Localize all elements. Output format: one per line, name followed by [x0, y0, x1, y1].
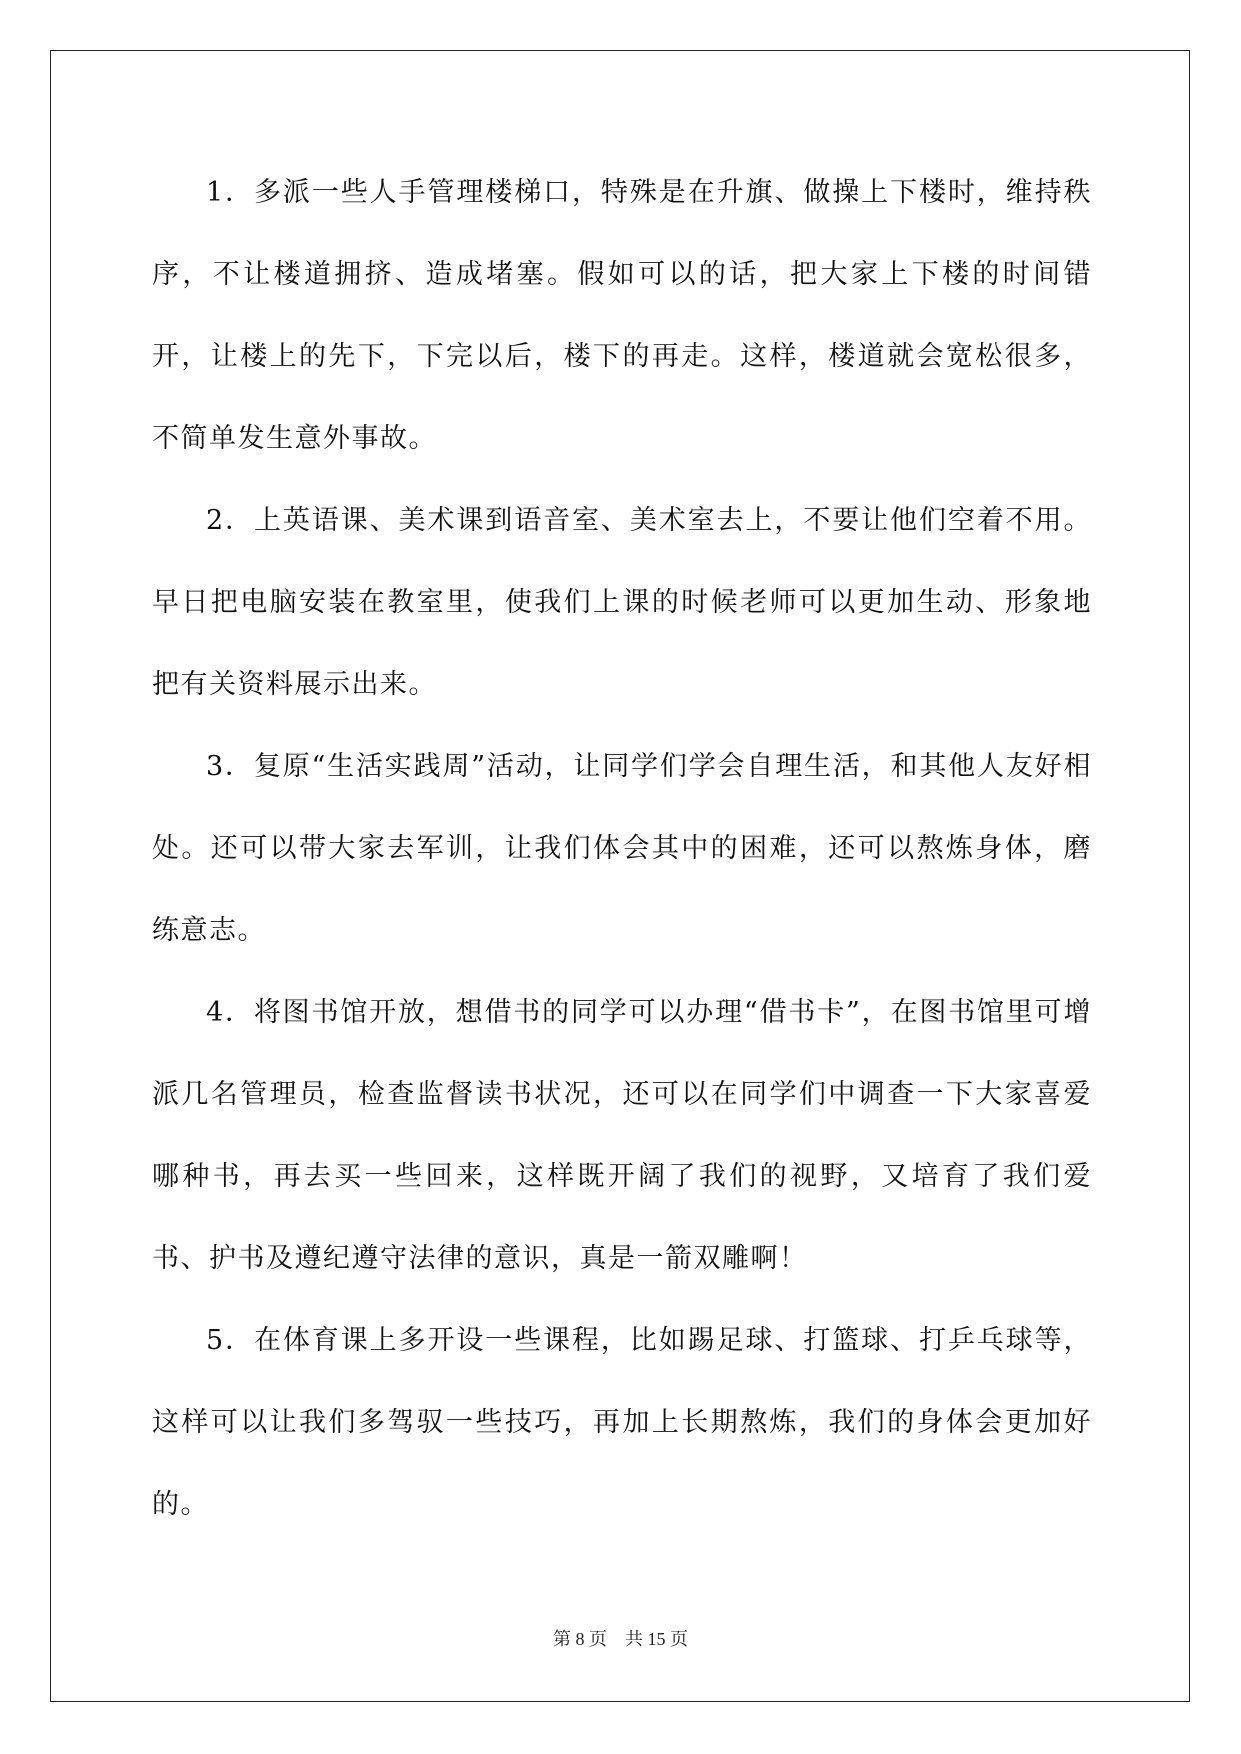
page-number-footer: 第 8 页 共 15 页 [553, 1629, 688, 1649]
document-body [152, 152, 1092, 1546]
paragraph-5: 5．在体育课上多开设一些课程，比如踢足球、打篮球、打乒乓球等，这样可以让我们多驾驭一些技巧，再加上长期熬炼，我们的身体会更加好的。 [152, 1325, 1092, 1520]
paragraph-4: 4．将图书馆开放，想借书的同学可以办理“借书卡”，在图书馆里可增派几名管理员，检查监督读书状况，还可以在同学们中调查一下大家喜爱哪种书，再去买一些回来，这样既开阔了我们的视野，又培育了我们爱书、护书及遵纪遵守法律的意识，真是一箭双雕啊！ [152, 997, 1092, 1274]
paragraph-3: 3．复原“生活实践周”活动，让同学们学会自理生活，和其他人友好相处。还可以带大家去军训，让我们体会其中的困难，还可以熬炼身体，磨练意志。 [152, 751, 1092, 946]
paragraph-1: 1．多派一些人手管理楼梯口，特殊是在升旗、做操上下楼时，维持秩序，不让楼道拥挤、造成堵塞。假如可以的话，把大家上下楼的时间错开，让楼上的先下，下完以后，楼下的再走。这样，楼道就会宽松很多，不简单发生意外事故。 [152, 177, 1092, 454]
paragraph-2: 2．上英语课、美术课到语音室、美术室去上，不要让他们空着不用。早日把电脑安装在教室里，使我们上课的时候老师可以更加生动、形象地把有关资料展示出来。 [152, 505, 1092, 700]
